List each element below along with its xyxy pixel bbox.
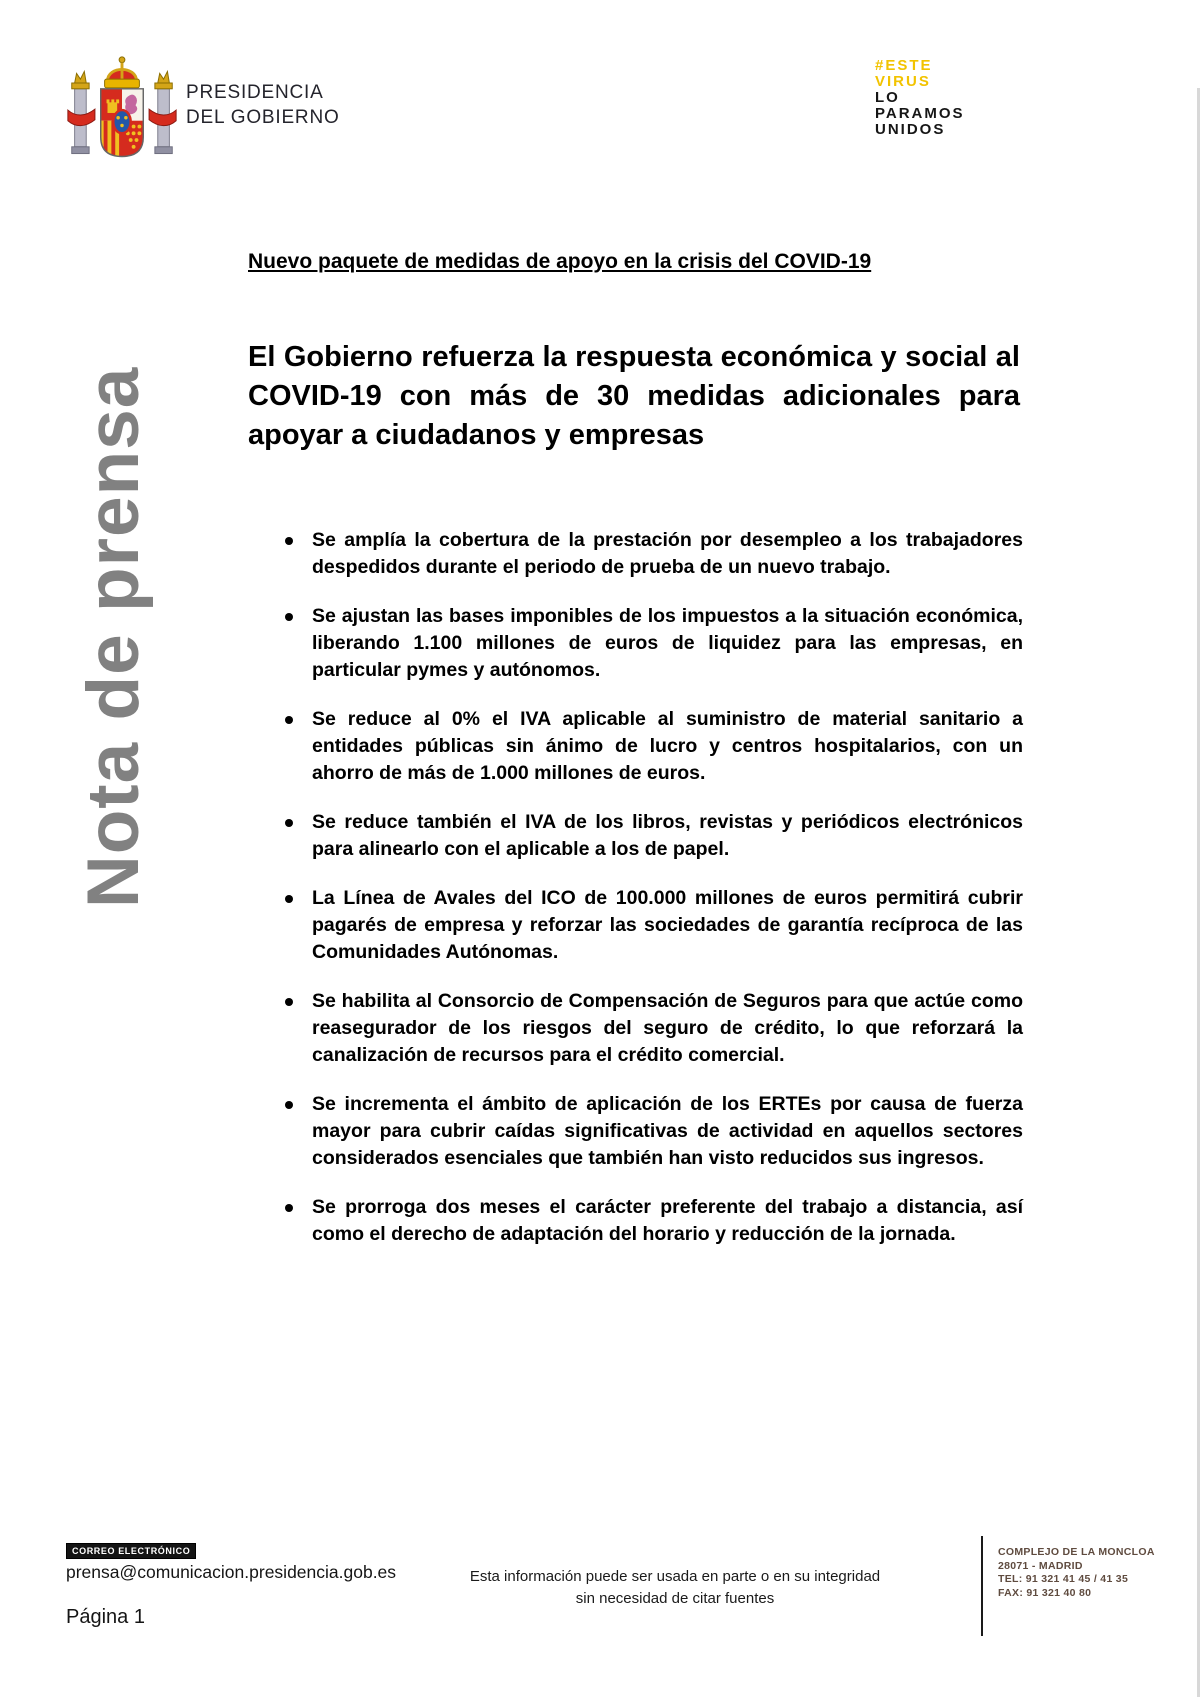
address-line4: FAX: 91 321 40 80 [998, 1586, 1092, 1599]
org-name [186, 80, 340, 130]
page-number: Página 1 [66, 1606, 145, 1628]
bullet-text: Se ajustan las bases imponibles de los impuestos a la situación económica, liberando 1.100 millones de euros de liquidez para las empresas, en particular pymes y autónomos. [312, 605, 1023, 681]
headline: El Gobierno refuerza la respuesta económica y social al COVID-19 con más de 30 medidas adicionales para apoyar a ciudadanos y empresas [248, 341, 1020, 451]
address-block [998, 1546, 1155, 1600]
bullet-text: Se reduce al 0% el IVA aplicable al suministro de material sanitario a entidades públicas sin ánimo de lucro y centros hospitalarios, con un ahorro de más de 1.000 millones de euros. [312, 708, 1023, 784]
org-name-line2: DEL GOBIERNO [186, 107, 340, 128]
list-item [278, 1194, 1023, 1248]
campaign-line2: VIRUS [875, 73, 931, 90]
footer-divider [981, 1536, 983, 1636]
list-item [278, 1091, 1023, 1172]
bullet-icon [285, 537, 293, 545]
bullet-icon [285, 819, 293, 827]
left-pillar [68, 71, 95, 153]
list-item [278, 603, 1023, 684]
list-item [278, 809, 1023, 863]
nota-de-prensa-label: Nota de prensa [73, 366, 154, 908]
bullet-list [278, 527, 1023, 1270]
bullet-text: Se amplía la cobertura de la prestación por desempleo a los trabajadores despedidos durante el periodo de prueba de un nuevo trabajo. [312, 529, 1023, 578]
address-line1: COMPLEJO DE LA MONCLOA [998, 1546, 1155, 1558]
list-item [278, 885, 1023, 966]
org-name-line1: PRESIDENCIA [186, 82, 324, 103]
campaign-line5: UNIDOS [875, 121, 946, 138]
bullet-icon [285, 998, 293, 1006]
bullet-icon [285, 716, 293, 724]
bullet-text: Se prorroga dos meses el carácter preferente del trabajo a distancia, así como el derecho de adaptación del horario y reducción de la jornada. [312, 1196, 1023, 1245]
royal-crown [105, 57, 140, 88]
bullet-text: Se incrementa el ámbito de aplicación de los ERTEs por causa de fuerza mayor para cubrir caídas significativas de actividad en aquellos sectores considerados esenciales que también han visto reducidos sus ingresos. [312, 1093, 1023, 1169]
bullet-icon [285, 1101, 293, 1109]
bullet-text: La Línea de Avales del ICO de 100.000 millones de euros permitirá cubrir pagarés de empresa y reforzar las sociedades de garantía recíproca de las Comunidades Autónomas. [312, 887, 1023, 963]
spain-coat-of-arms-logo [64, 54, 180, 170]
right-pillar [149, 71, 176, 153]
usage-note: Esta información puede ser usada en parte o en su integridad sin necesidad de citar fuentes [469, 1568, 881, 1607]
campaign-line3: LO [875, 89, 900, 106]
list-item [278, 988, 1023, 1069]
bullet-icon [285, 613, 293, 621]
campaign-line4: PARAMOS [875, 105, 965, 122]
bullet-icon [285, 895, 293, 903]
campaign-logo [875, 58, 965, 138]
list-item [278, 527, 1023, 581]
shield [101, 89, 144, 157]
bullet-icon [285, 1204, 293, 1212]
bullet-text: Se reduce también el IVA de los libros, revistas y periódicos electrónicos para alinearlo con el aplicable a los de papel. [312, 811, 1023, 860]
campaign-line1: #ESTE [875, 57, 933, 74]
bullet-text: Se habilita al Consorcio de Compensación de Seguros para que actúe como reasegurador de los riesgos del seguro de crédito, lo que reforzará la canalización de recursos para el crédito comercial. [312, 990, 1023, 1066]
email-address: prensa@comunicacion.presidencia.gob.es [66, 1562, 397, 1582]
kicker: Nuevo paquete de medidas de apoyo en la crisis del COVID-19 [248, 250, 872, 273]
address-line3: TEL: 91 321 41 45 / 41 35 [998, 1573, 1129, 1585]
address-line2: 28071 - MADRID [998, 1559, 1083, 1572]
email-label-badge: CORREO ELECTRÓNICO [66, 1543, 196, 1559]
list-item [278, 706, 1023, 787]
